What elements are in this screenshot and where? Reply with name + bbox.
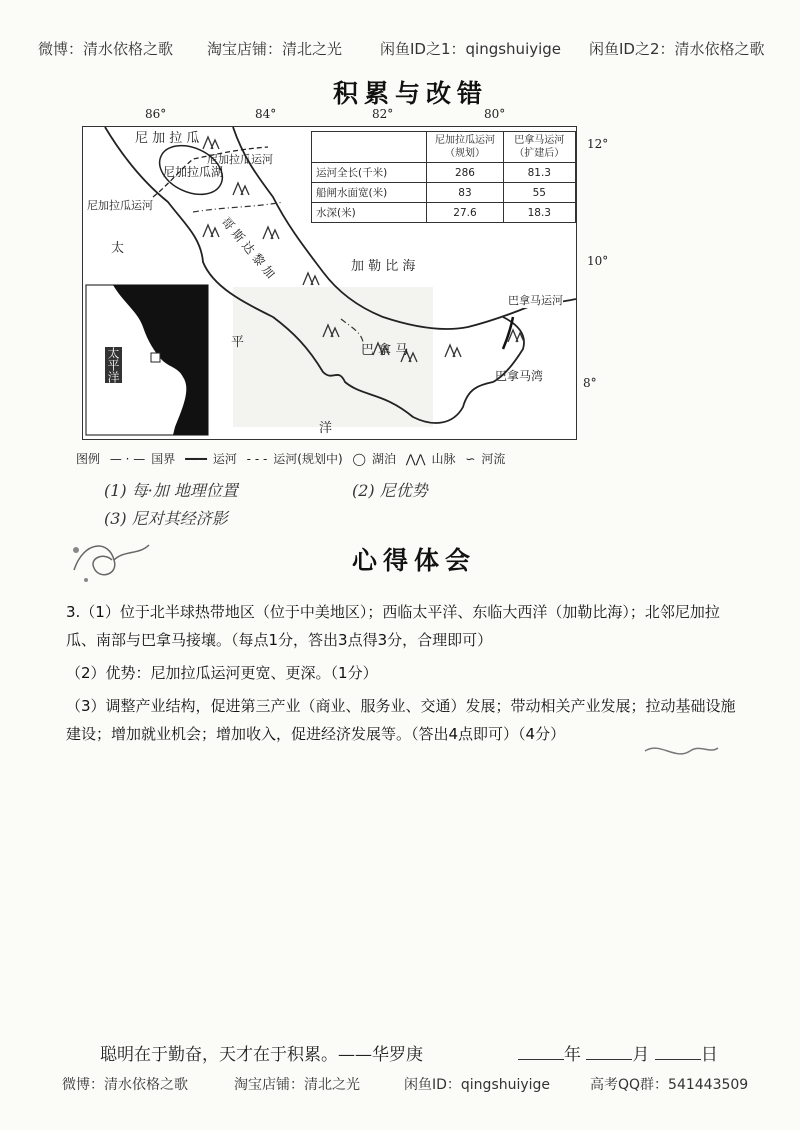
label-pacific-1: 太: [111, 241, 125, 256]
year-blank: [518, 1045, 564, 1060]
answer-3: （3）调整产业结构，促进第三产业（商业、服务业、交通）发展；带动相关产业发展；拉动基础设施建设；增加就业机会；增加收入，促进经济发展等。（答出4点即可）（4分）: [66, 697, 736, 743]
central-america-map: [82, 126, 577, 440]
label-pacific-2: 平: [231, 335, 245, 350]
legend-lake-icon: ◯: [352, 452, 366, 466]
label-nicaragua: 尼 加 拉 瓜: [135, 131, 200, 146]
handwritten-note-1: (1) 每·加 地理位置: [104, 481, 238, 500]
date-year: 年: [564, 1045, 581, 1065]
legend-canal-icon: ━━━: [185, 452, 207, 466]
lon-label-82: 82°: [372, 107, 394, 121]
table-row: [312, 163, 576, 183]
legend-lake: 湖泊: [371, 452, 396, 466]
day-blank: [655, 1045, 701, 1060]
table-row-label: 船闸水面宽(米): [312, 183, 427, 203]
lat-label-10: 10°: [587, 254, 609, 268]
legend-mountain-icon: ⋀⋀: [405, 452, 426, 466]
answer-block: [66, 598, 746, 753]
lon-label-84: 84°: [255, 107, 277, 121]
section-title-accumulate: 积累与改错: [333, 79, 489, 108]
header-xianyu1: 闲鱼ID之1：qingshuiyige: [380, 40, 562, 58]
legend-river-icon: ∽: [465, 452, 476, 466]
canal-comparison-table: [311, 131, 576, 223]
header-weibo: 微博：清水依格之歌: [38, 40, 174, 58]
date-line: [518, 1040, 718, 1065]
lon-label-80: 80°: [484, 107, 506, 121]
legend-planned-canal-icon: - - -: [246, 452, 268, 466]
quote-line: 聪明在于勤奋，天才在于积累。——华罗庚: [100, 1045, 423, 1065]
footer-weibo: 微博：清水依格之歌: [62, 1077, 188, 1093]
answer-1: 3.（1）位于北半球热带地区（位于中美地区）；西临太平洋、东临大西洋（加勒比海）；北邻尼加拉瓜、南部与巴拿马接壤。（每点1分，答出3点得3分，合理即可）: [66, 603, 720, 649]
legend-canal: 运河: [212, 452, 237, 466]
lat-label-12: 12°: [587, 137, 609, 151]
table-cell-nic: 83: [427, 183, 503, 203]
table-header-pan: 巴拿马运河（扩建后）: [503, 132, 575, 163]
label-costa-rica: 哥 斯 达 黎 加: [218, 214, 278, 282]
table-cell-pan: 55: [503, 183, 575, 203]
legend-title: 图例: [76, 452, 101, 466]
table-row: [312, 203, 576, 223]
table-header-row: [312, 132, 576, 163]
label-nic-canal-top: 尼加拉瓜运河: [207, 153, 273, 166]
nic-costa-border: [193, 202, 283, 212]
table-cell-nic: 27.6: [427, 203, 503, 223]
label-panama-bay: 巴拿马湾: [495, 369, 544, 383]
lon-label-86: 86°: [145, 107, 167, 121]
label-lake-nicaragua: 尼加拉瓜湖: [163, 165, 224, 179]
header-xianyu2: 闲鱼ID之2：清水依格之歌: [589, 40, 765, 58]
label-panama: 巴 拿 马: [361, 343, 409, 358]
label-caribbean-sea: 加 勒 比 海: [351, 259, 416, 274]
legend-border: 国界: [151, 452, 176, 466]
table-header-empty: [312, 132, 427, 163]
handwritten-note-2: (2) 尼优势: [352, 481, 428, 500]
legend-border-icon: — · —: [109, 452, 146, 466]
table-cell-nic: 286: [427, 163, 503, 183]
table-row: [312, 183, 576, 203]
footer-qq: 高考QQ群：541443509: [590, 1077, 749, 1093]
lat-label-8: 8°: [583, 376, 597, 390]
answer-2: （2）优势：尼加拉瓜运河更宽、更深。（1分）: [66, 664, 378, 682]
label-inset-pacific: 太平洋: [106, 347, 120, 383]
map-legend: [76, 450, 511, 467]
header-taobao: 淘宝店铺：清北之光: [207, 40, 343, 58]
table-header-nic: 尼加拉瓜运河（规划）: [427, 132, 503, 163]
label-nic-canal-left: 尼加拉瓜运河: [87, 199, 153, 212]
handwritten-note-3: (3) 尼对其经济影: [104, 509, 228, 528]
decorative-flourish-icon: [64, 530, 154, 590]
table-cell-pan: 18.3: [503, 203, 575, 223]
legend-river: 河流: [481, 452, 506, 466]
footer-taobao: 淘宝店铺：清北之光: [234, 1077, 360, 1093]
date-day: 日: [700, 1045, 718, 1065]
table-row-label: 运河全长(千米): [312, 163, 427, 183]
label-panama-canal: 巴拿马运河: [508, 294, 563, 307]
table-row-label: 水深(米): [312, 203, 427, 223]
date-month: 月: [632, 1045, 650, 1065]
legend-mountain: 山脉: [431, 452, 456, 466]
section-title-reflection: 心得体会: [352, 546, 477, 575]
month-blank: [586, 1045, 632, 1060]
label-pacific-3: 洋: [319, 421, 333, 436]
inset-focus-box: [151, 353, 160, 362]
decorative-flourish-small-icon: [640, 736, 720, 766]
legend-planned-canal: 运河(规划中): [273, 452, 343, 466]
table-cell-pan: 81.3: [503, 163, 575, 183]
footer-xianyu: 闲鱼ID：qingshuiyige: [404, 1077, 551, 1093]
